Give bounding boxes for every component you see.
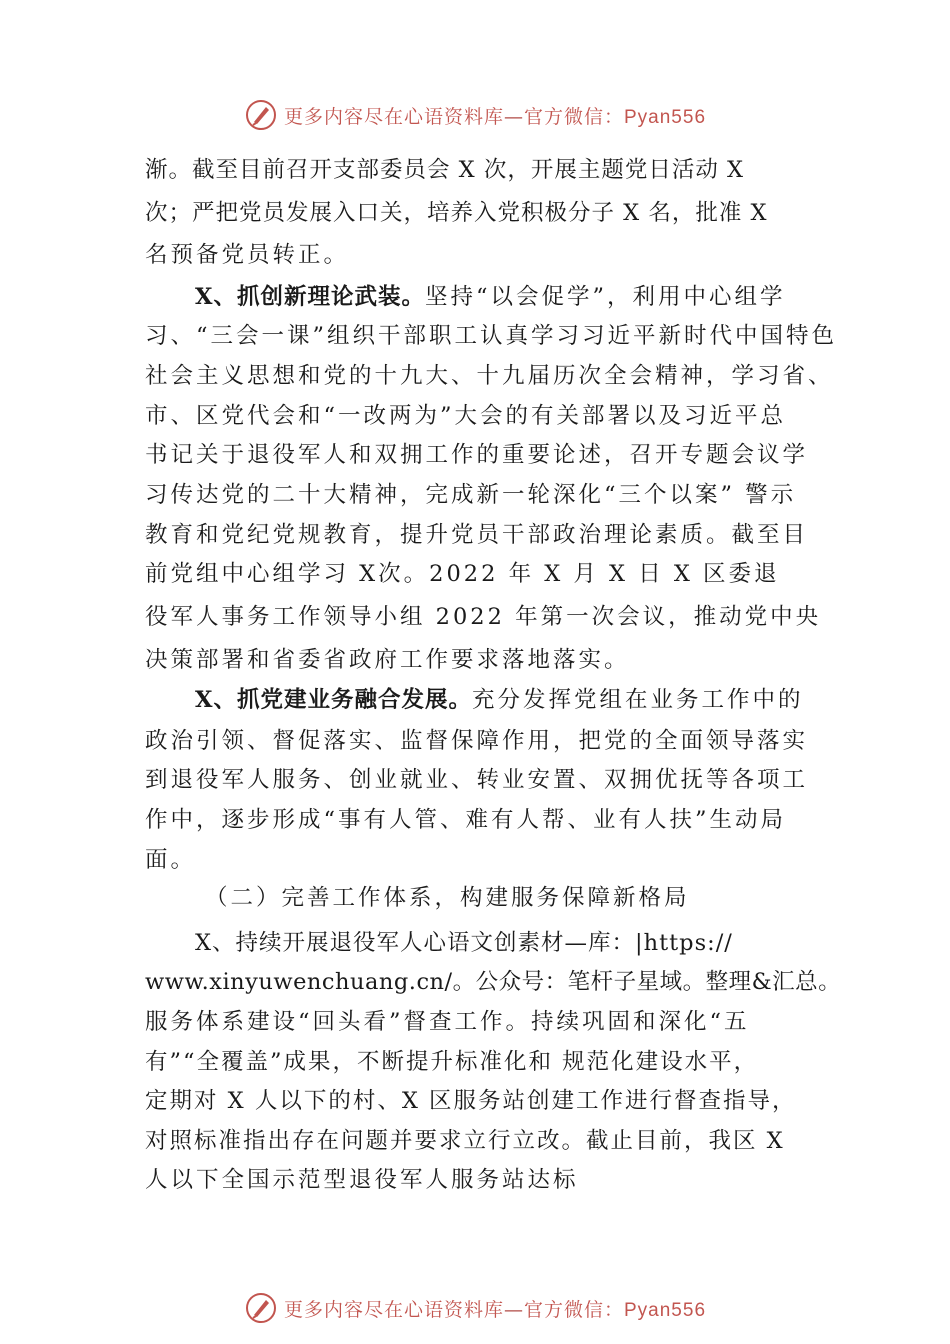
body-line: 次；严把党员发展入口关，培养入党积极分子 X 名，批准 X <box>145 200 768 226</box>
body-line: 名预备党员转正。 <box>145 242 350 268</box>
banner-wechat-id: Pyan556 <box>624 106 707 128</box>
banner-wechat-id: Pyan556 <box>624 1299 707 1321</box>
body-line: 到退役军人服务、创业就业、转业安置、双拥优抚等各项工 <box>145 767 809 793</box>
banner-separator: — <box>503 105 524 128</box>
section-line-integration <box>195 685 803 715</box>
banner-official-label: 官方微信： <box>523 1298 624 1321</box>
body-line: 役军人事务工作领导小组 2022 年第一次会议，推动党中央 <box>145 604 822 630</box>
body-line: 习、“三会一课”组织干部职工认真学习习近平新时代中国特色 <box>145 323 838 349</box>
section-line-theory <box>195 282 785 312</box>
body-line: 面。 <box>145 847 197 873</box>
body-line: 习传达党的二十大精神，完成新一轮深化“三个以案” 警示 <box>145 482 797 508</box>
body-line: 前党组中心组学习 X次。2022 年 X 月 X 日 X 区委退 <box>145 561 780 587</box>
banner-separator: — <box>503 1298 524 1321</box>
body-text: 坚持“以会促学”，利用中心组学 <box>424 284 786 310</box>
section-heading-theory: X、抓创新理论武装。 <box>195 284 425 310</box>
body-line: 教育和党纪党规教育，提升党员干部政治理论素质。截至目 <box>145 522 809 548</box>
body-line: 市、区党代会和“一改两为”大会的有关部署以及习近平总 <box>145 403 787 429</box>
pen-nib-seal-icon <box>244 98 278 132</box>
body-line: 作中，逐步形成“事有人管、难有人帮、业有人扶”生动局 <box>145 807 787 833</box>
header-banner <box>0 95 950 135</box>
subsection-heading: （二）完善工作体系，构建服务保障新格局 <box>205 885 690 911</box>
body-line: 人以下全国示范型退役军人服务站达标 <box>145 1167 579 1193</box>
pen-nib-seal-icon <box>244 1291 278 1325</box>
body-line: 定期对 X 人以下的村、X 区服务站创建工作进行督查指导， <box>145 1088 797 1114</box>
body-line: 渐。截至目前召开支部委员会 X 次，开展主题党日活动 X <box>145 157 744 183</box>
body-line: 政治引领、督促落实、监督保障作用，把党的全面领导落实 <box>145 728 809 754</box>
body-line: 社会主义思想和党的十九大、十九届历次全会精神，学习省、 <box>145 363 834 389</box>
banner-text <box>284 102 706 129</box>
banner-official-label: 官方微信： <box>523 105 624 128</box>
body-line: 有”“全覆盖”成果，不断提升标准化和 规范化建设水平， <box>145 1049 759 1075</box>
body-text: 充分发挥党组在业务工作中的 <box>471 687 804 713</box>
body-line: www.xinyuwenchuang.cn/。公众号：笔杆子星域。整理&汇总。 <box>145 969 842 995</box>
body-line: X、持续开展退役军人心语文创素材—库：|https:// <box>195 930 733 956</box>
banner-text <box>284 1295 706 1322</box>
section-heading-integration: X、抓党建业务融合发展。 <box>195 687 472 713</box>
banner-main-text: 更多内容尽在心语资料库 <box>283 1298 504 1321</box>
banner-main-text: 更多内容尽在心语资料库 <box>283 105 504 128</box>
body-line: 对照标准指出存在问题并要求立行立改。截止目前，我区 X <box>145 1128 785 1154</box>
body-line: 服务体系建设“回头看”督查工作。持续巩固和深化“五 <box>145 1009 750 1035</box>
body-line: 决策部署和省委省政府工作要求落地落实。 <box>145 647 630 673</box>
body-line: 书记关于退役军人和双拥工作的重要论述，召开专题会议学 <box>145 442 809 468</box>
footer-banner <box>0 1288 950 1328</box>
